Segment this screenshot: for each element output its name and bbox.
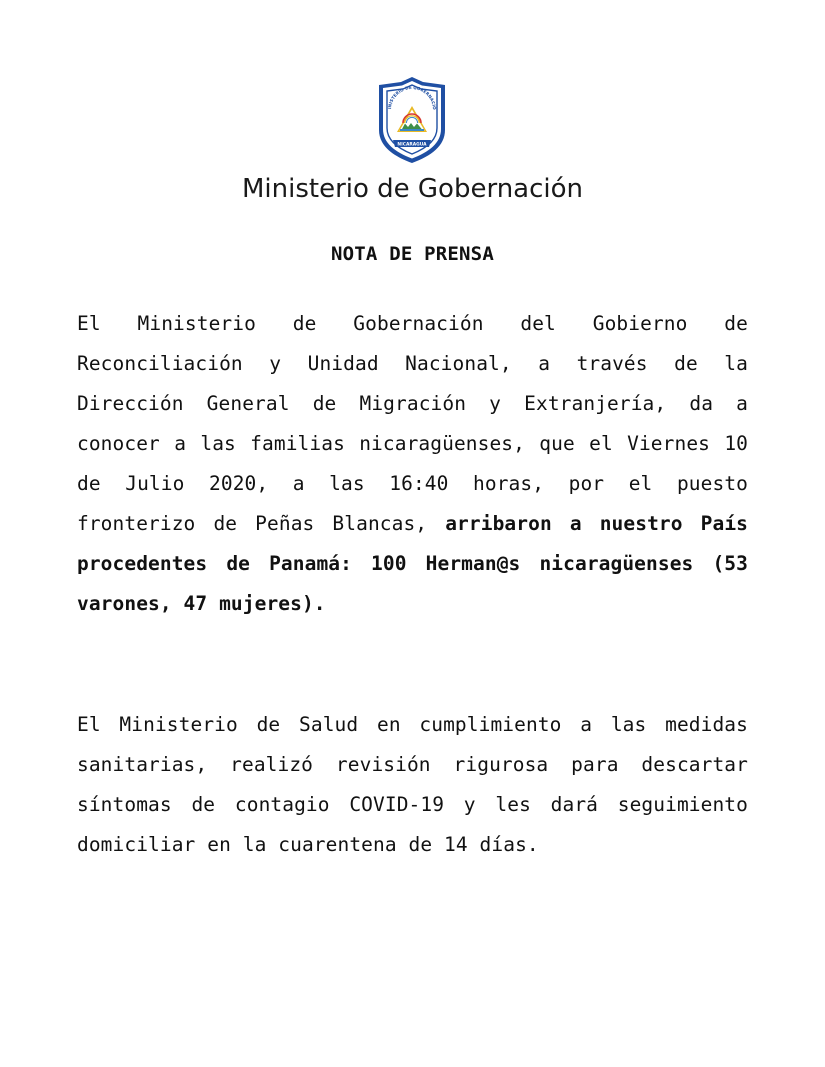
press-release-heading: NOTA DE PRENSA: [331, 243, 494, 265]
paragraph-1-intro-text: El Ministerio de Gobernación del Gobierno de Reconciliación y Unidad Nacional, a través de la Dirección General de Migración y Extranjería, da a conocer a las familias nicaragüenses, que el Viernes 10 de Julio 2020, a las 16:40 horas, por el puesto fronterizo de Peñas Blancas,: [77, 312, 748, 535]
paragraph-1-bold-text: arribaron a nuestro País procedentes de Panamá: 100 Herman@s nicaragüenses (53 varones, 47 mujeres).: [77, 512, 749, 615]
paragraph-arrival-notice: [77, 304, 748, 624]
svg-text:NICARAGUA: NICARAGUA: [397, 142, 427, 148]
ministry-title: Ministerio de Gobernación: [241, 174, 584, 204]
svg-text:MINISTERIO DE GOBERNACIÓN: INISTERIO DE GOBERNACIÓ: [387, 84, 438, 110]
paragraph-health-measures: El Ministerio de Salud en cumplimiento a las medidas sanitarias, realizó revisión rigurosa para descartar síntomas de contagio COVID-19 y les dará seguimiento domiciliar en la cuarentena de 14 días.: [77, 713, 748, 856]
ministry-seal-logo: [375, 76, 449, 164]
